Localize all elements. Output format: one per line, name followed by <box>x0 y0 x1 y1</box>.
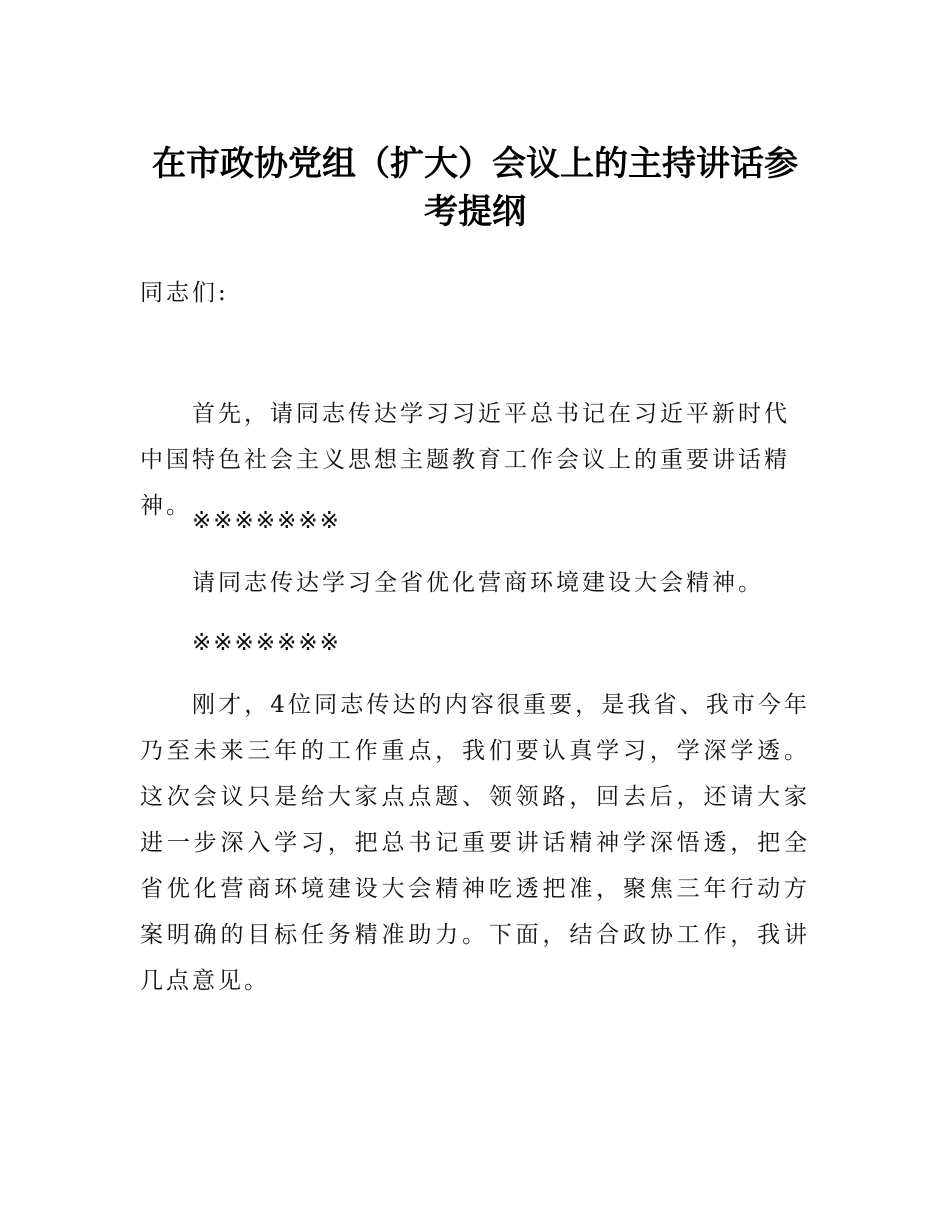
salutation: 同志们: <box>140 280 229 306</box>
document-title: 在市政协党组（扩大）会议上的主持讲话参考提纲 <box>152 144 798 232</box>
separator-marks-1: ※※※※※※※ <box>192 508 341 534</box>
paragraph-2: 请同志传达学习全省优化营商环境建设大会精神。 <box>192 570 764 596</box>
separator-marks-2: ※※※※※※※ <box>192 630 341 656</box>
paragraph-1: 首先，请同志传达学习习近平总书记在习近平新时代中国特色社会主义思想主题教育工作会议上的重要讲话精神。 <box>140 401 790 519</box>
paragraph-3: 刚才，4位同志传达的内容很重要，是我省、我市今年乃至未来三年的工作重点，我们要认真学习，学深学透。这次会议只是给大家点点题、领领路，回去后，还请大家进一步深入学习，把总书记重要讲话精神学深悟透，把全省优化营商环境建设大会精神吃透把准，聚焦三年行动方案明确的目标任务精准助力。下面，结合政协工作，我讲几点意见。 <box>140 692 810 994</box>
